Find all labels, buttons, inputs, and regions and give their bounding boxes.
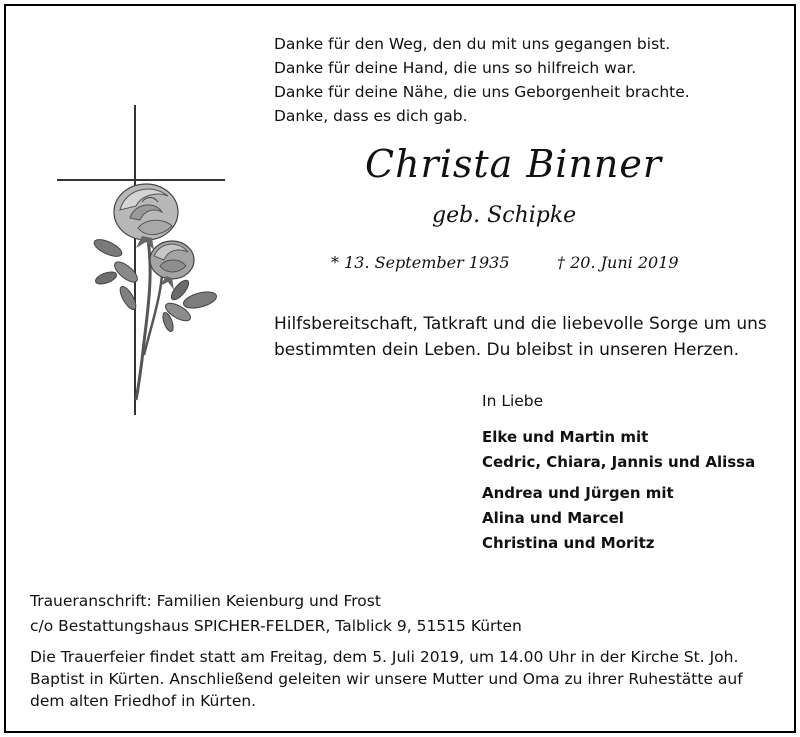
birth-date: * 13. September 1935 <box>331 253 510 272</box>
service-line: Die Trauerfeier findet statt am Freitag, dem 5. Juli 2019, um 14.00 Uhr in der Kirche St. Joh. <box>30 648 739 666</box>
address-line: c/o Bestattungshaus SPICHER-FELDER, Talblick 9, 51515 Kürten <box>30 617 522 635</box>
service-line: dem alten Friedhof in Kürten. <box>30 692 257 710</box>
poem-line: Danke für den Weg, den du mit uns gegangen bist. <box>274 35 671 53</box>
mourner-line: Andrea und Jürgen mit <box>482 484 674 502</box>
service-line: Baptist in Kürten. Anschließend geleiten wir unsere Mutter und Oma zu ihrer Ruhestätte auf <box>30 670 743 688</box>
motto-line: bestimmten dein Leben. Du bleibst in unseren Herzen. <box>274 340 740 360</box>
motto-line: Hilfsbereitschaft, Tatkraft und die liebevolle Sorge um uns <box>274 314 767 334</box>
death-date: † 20. Juni 2019 <box>557 253 679 272</box>
poem <box>274 32 690 128</box>
mourning-address <box>30 589 522 639</box>
service-info <box>30 646 743 712</box>
motto <box>274 311 767 363</box>
deceased-name: Christa Binner <box>365 142 663 186</box>
mourner-group-2 <box>482 481 674 556</box>
mourner-line: Cedric, Chiara, Jannis und Alissa <box>482 453 756 471</box>
maiden-name: geb. Schipke <box>432 203 577 228</box>
mourner-line: Christina und Moritz <box>482 534 655 552</box>
mourner-line: Alina und Marcel <box>482 509 624 527</box>
mourner-line: Elke und Martin mit <box>482 428 649 446</box>
poem-line: Danke, dass es dich gab. <box>274 107 468 125</box>
poem-line: Danke für deine Nähe, die uns Geborgenheit brachte. <box>274 83 690 101</box>
mourner-group-1 <box>482 425 755 475</box>
address-line: Traueranschrift: Familien Keienburg und Frost <box>30 592 381 610</box>
poem-line: Danke für deine Hand, die uns so hilfreich war. <box>274 59 637 77</box>
mourners-intro: In Liebe <box>482 392 544 410</box>
